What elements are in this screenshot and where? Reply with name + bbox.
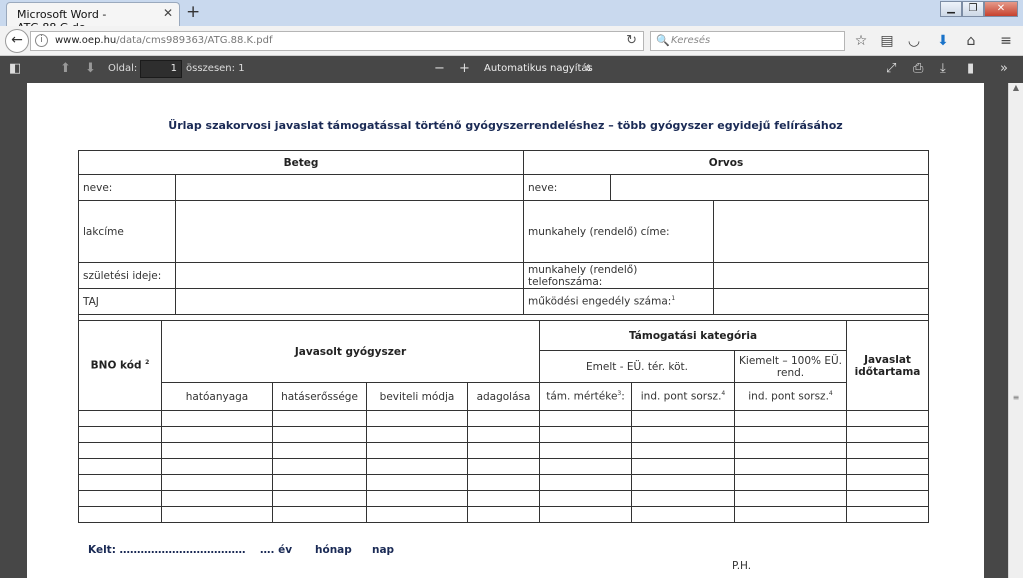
back-button[interactable]: ← — [5, 29, 29, 53]
save-icon[interactable]: ⤓ — [940, 61, 946, 76]
url-path: /data/cms989363/ATG.88.K.pdf — [116, 35, 273, 46]
route-header: beviteli módja — [367, 383, 468, 411]
drug-table — [78, 320, 929, 523]
patient-taj-label: TAJ — [79, 289, 176, 315]
doctor-name-label: neve: — [524, 175, 611, 201]
page-number-input[interactable]: 1 — [140, 60, 182, 78]
search-placeholder: Keresés — [671, 35, 711, 46]
doctor-workplace-address-value — [714, 201, 929, 263]
previous-page-icon[interactable]: ⬆ — [60, 61, 71, 76]
dosage-header: adagolása — [468, 383, 540, 411]
bno-header-text: BNO kód — [90, 359, 142, 372]
bno-footnote: 2 — [145, 359, 150, 367]
indication-1-footnote: 4 — [721, 390, 726, 398]
table-row — [79, 411, 929, 427]
indication-header-2 — [735, 383, 847, 411]
indication-2-footnote: 4 — [828, 390, 833, 398]
doctor-license-label — [524, 289, 714, 315]
table-row — [79, 427, 929, 443]
print-icon[interactable]: ⎙ — [913, 61, 924, 76]
scrollbar-thumb[interactable]: ≡ — [1012, 393, 1020, 402]
indication-1-text: ind. pont sorsz. — [640, 390, 722, 403]
support-rate-header: tám. mértéke$^3$: — [540, 383, 632, 411]
pdf-toolbar — [0, 56, 1023, 83]
scroll-up-icon[interactable]: ▲ — [1012, 83, 1020, 92]
tab-close-icon[interactable]: ✕ — [162, 6, 173, 20]
more-tools-icon[interactable]: » — [1000, 61, 1008, 76]
doctor-license-value — [714, 289, 929, 315]
browser-tab[interactable] — [6, 2, 180, 26]
bookmark-star-icon[interactable]: ☆ — [854, 33, 868, 49]
url-bar[interactable] — [30, 31, 644, 51]
reload-icon[interactable]: ↻ — [626, 33, 637, 48]
menu-icon[interactable]: ≡ — [1000, 33, 1012, 49]
raised-category-header: Emelt - EÜ. tér. köt. — [540, 351, 735, 383]
support-rate-footnote: 3 — [617, 390, 622, 398]
patient-address-label: lakcíme — [79, 201, 176, 263]
date-label: Kelt: ……………………………… — [88, 544, 246, 556]
home-icon[interactable]: ⌂ — [966, 33, 976, 49]
table-row — [79, 459, 929, 475]
doctor-name-value — [611, 175, 929, 201]
table-row — [79, 443, 929, 459]
active-ingredient-header: hatóanyaga — [162, 383, 273, 411]
next-page-icon[interactable]: ⬇ — [85, 61, 96, 76]
table-row — [79, 507, 929, 523]
pdf-page — [27, 83, 984, 578]
year-label: …. év — [260, 544, 293, 556]
doctor-workplace-address-label: munkahely (rendelő) címe: — [524, 201, 714, 263]
tab-title: Microsoft Word - — [17, 8, 107, 21]
patient-name-value — [176, 175, 524, 201]
table-row — [79, 475, 929, 491]
navigation-bar — [0, 26, 1023, 56]
patient-taj-value — [176, 289, 524, 315]
bno-header — [79, 321, 162, 411]
patient-doctor-table — [78, 150, 929, 321]
pocket-icon[interactable]: ◡ — [907, 33, 921, 49]
pdf-viewer — [0, 83, 1023, 578]
maximize-button[interactable]: ❐ — [962, 1, 984, 17]
sidebar-toggle-icon[interactable]: ◧ — [9, 61, 22, 76]
url-host: www.oep.hu — [55, 35, 117, 46]
doctor-phone-value — [714, 263, 929, 289]
zoom-select[interactable]: Automatikus nagyítás ⇕ — [480, 61, 598, 78]
table-row — [79, 491, 929, 507]
close-window-button[interactable]: ✕ — [984, 1, 1018, 17]
support-category-header: Támogatási kategória — [540, 321, 847, 351]
doctor-phone-label: munkahely (rendelő) telefonszáma: — [524, 263, 714, 289]
bookmark-icon[interactable]: ▮ — [967, 61, 975, 76]
page-label: Oldal: — [108, 63, 138, 74]
vertical-scrollbar[interactable] — [1008, 83, 1023, 578]
highlighted-category-header: Kiemelt – 100% EÜ. rend. — [735, 351, 847, 383]
patient-birth-value — [176, 263, 524, 289]
indication-2-text: ind. pont sorsz. — [748, 390, 829, 403]
patient-address-value — [176, 201, 524, 263]
url-text — [55, 35, 273, 46]
new-tab-button[interactable]: + — [186, 2, 201, 22]
doctor-license-footnote: 1 — [671, 295, 676, 303]
zoom-in-button[interactable]: + — [459, 61, 470, 76]
patient-header: Beteg — [79, 151, 524, 175]
document-title: Ürlap szakorvosi javaslat támogatással történő gyógyszerrendeléshez – több gyógyszer egyidejű felírásához — [168, 119, 843, 132]
title-bar — [0, 0, 1023, 26]
reading-list-icon[interactable]: ▤ — [880, 33, 894, 49]
info-icon[interactable]: i — [35, 34, 48, 47]
zoom-out-button[interactable]: − — [434, 61, 445, 76]
indication-header-1 — [632, 383, 735, 411]
patient-birth-label: születési ideje: — [79, 263, 176, 289]
doctor-license-text: működési engedély száma: — [528, 295, 672, 308]
strength-header: hatáserőssége — [273, 383, 367, 411]
day-label: nap — [372, 544, 395, 556]
duration-header: Javaslat időtartama — [847, 321, 929, 411]
proposed-drug-header: Javasolt gyógyszer — [162, 321, 540, 383]
support-rate-text: tám. mértéke — [546, 390, 618, 403]
minimize-button[interactable]: ▁ — [940, 1, 962, 17]
total-pages-label: összesen: 1 — [186, 63, 245, 74]
search-input[interactable] — [650, 31, 845, 51]
fullscreen-icon[interactable]: ⤢ — [886, 61, 897, 76]
patient-name-label: neve: — [79, 175, 176, 201]
doctor-header: Orvos — [524, 151, 929, 175]
search-icon: 🔍 — [656, 34, 670, 47]
month-label: hónap — [315, 544, 352, 556]
stamp-label: P.H. — [732, 560, 752, 572]
download-icon[interactable]: ⬇ — [937, 33, 949, 49]
